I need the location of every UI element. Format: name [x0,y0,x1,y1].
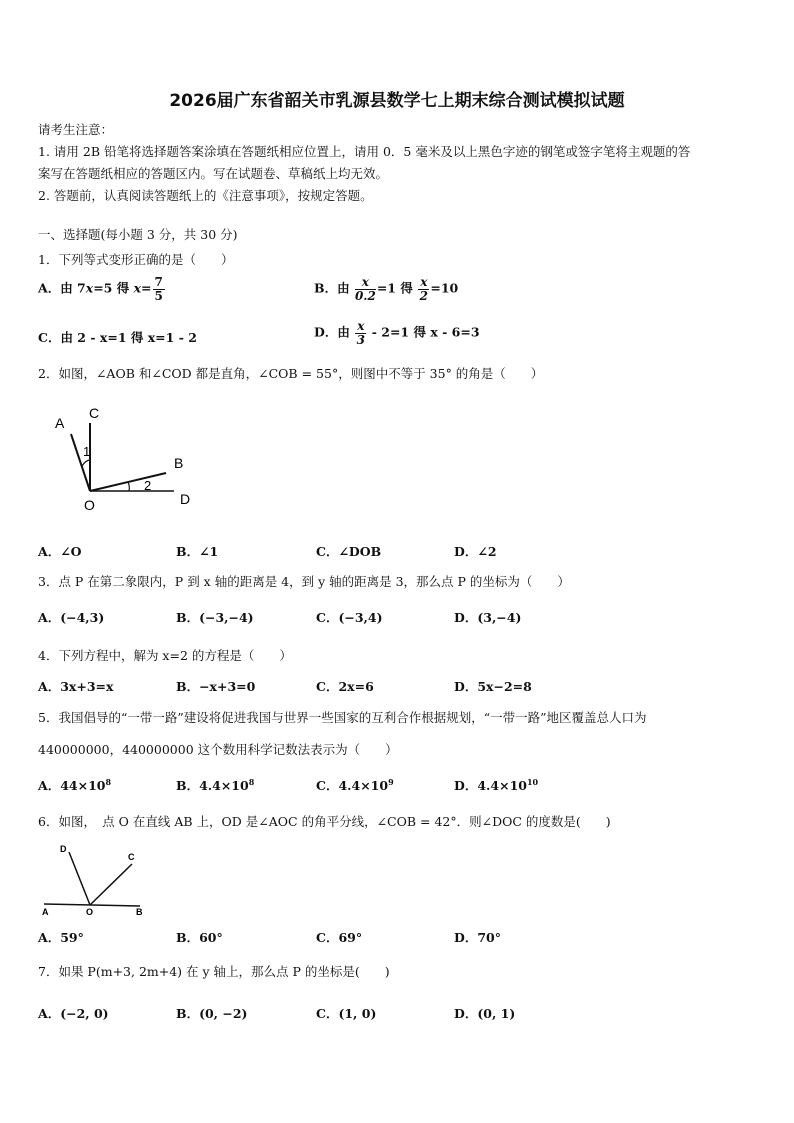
q3-option-d: D．(3,−4) [454,610,522,625]
q6-option-b: B．60° [176,930,223,945]
q7-option-d: D．(0, 1) [454,1006,516,1021]
q4-option-c: C．2x=6 [316,679,374,694]
notice-item-1-line-1: 1. 请用 2B 铅笔将选择题答案涂填在答题纸相应位置上，请用 0．5 毫米及以上黑色字迹的钢笔或签字笔将主观题的答 [38,144,691,159]
label-d: D [60,844,67,854]
q7-option-b: B．(0, −2) [176,1006,248,1021]
ray-od [69,852,90,905]
q2-stem: 2．如图，∠AOB 和∠COD 都是直角，∠COB = 55°，则图中不等于 35° 的角是（ ） [38,366,544,381]
q5-option-c: C．$4.4\times 10^9$ [316,776,394,793]
q6-option-a: A．59° [38,930,84,945]
q5-option-d: D．$4.4\times 10^{10}$ [454,776,539,793]
q1-option-b: B．由 $\frac{x}{0.2}$ =1 得 $\frac{x}{2}$ =10 [314,275,459,303]
q6-angle-figure [36,840,156,920]
q3-option-a: A．(−4,3) [38,610,105,625]
label-a: A [42,907,49,917]
q7-option-a: A．(−2, 0) [38,1006,109,1021]
q2-option-c: C．∠DOB [316,544,382,559]
q4-stem: 4．下列方程中，解为 x=2 的方程是（ ） [38,648,292,663]
label-a: A [55,415,65,431]
q2-option-a: A．∠O [38,544,82,559]
q7-option-c: C．(1, 0) [316,1006,377,1021]
notice-item-2: 2. 答题前，认真阅读答题纸上的《注意事项》，按规定答题。 [38,188,373,203]
label-angle-2: 2 [144,478,152,493]
q2-option-d: D．∠2 [454,544,497,559]
label-c: C [89,405,100,421]
q3-stem: 3．点 P 在第二象限内，P 到 x 轴的距离是 4，到 y 轴的距离是 3，那么点 P 的坐标为（ ） [38,574,570,589]
angle-2-arc [128,482,129,491]
ray-oa [71,434,90,491]
page-title: 2026届广东省韶关市乳源县数学七上期末综合测试模拟试题 [169,91,625,111]
label-o: O [86,907,94,917]
q3-option-b: B．(−3,−4) [176,610,254,625]
q4-option-d: D．5x−2=8 [454,679,532,694]
q5-stem-line-2: 440000000，440000000 这个数用科学记数法表示为（ ） [38,742,398,757]
q2-angle-figure [46,398,206,516]
q1-option-a: A．由 7x=5 得 x= $\frac{7}{5}$ [38,275,163,303]
label-o: O [84,497,95,513]
line-ab [44,904,140,906]
section-heading: 一、选择题(每小题 3 分，共 30 分) [38,227,238,242]
q6-option-c: C．69° [316,930,363,945]
q5-stem-line-1: 5．我国倡导的“一带一路”建设将促进我国与世界一些国家的互利合作根据规划，“一带一路”地区覆盖总人口为 [38,710,647,725]
q6-option-d: D．70° [454,930,501,945]
q1-option-c: C．由 2 - x=1 得 x=1 - 2 [38,330,197,345]
notice-item-1-line-2: 案写在答题纸相应的答题区内。写在试题卷、草稿纸上均无效。 [38,166,389,181]
q4-option-b: B．−x+3=0 [176,679,256,694]
q7-stem: 7．如果 P(m+3, 2m+4) 在 y 轴上，那么点 P 的坐标是( ) [38,964,390,979]
q6-stem: 6．如图， 点 O 在直线 AB 上，OD 是∠AOC 的角平分线，∠COB = 42°．则∠DOC 的度数是( ) [38,814,611,829]
angle-1-arc [82,460,90,466]
q4-option-a: A．3x+3=x [38,679,114,694]
label-b: B [136,907,143,917]
label-d: D [180,491,191,507]
q1-option-d: D．由 $\frac{x}{3}$ - 2=1 得 x - 6=3 [314,319,480,347]
ray-oc [90,864,132,905]
q3-option-c: C．(−3,4) [316,610,383,625]
q5-option-b: B．$4.4\times 10^8$ [176,776,255,793]
label-c: C [128,852,135,862]
q5-option-a: A．$44\times 10^8$ [38,776,112,793]
notice-heading: 请考生注意： [38,122,114,137]
q1-stem: 1．下列等式变形正确的是（ ） [38,252,234,267]
label-b: B [174,455,184,471]
label-angle-1: 1 [83,444,91,459]
q2-option-b: B．∠1 [176,544,219,559]
